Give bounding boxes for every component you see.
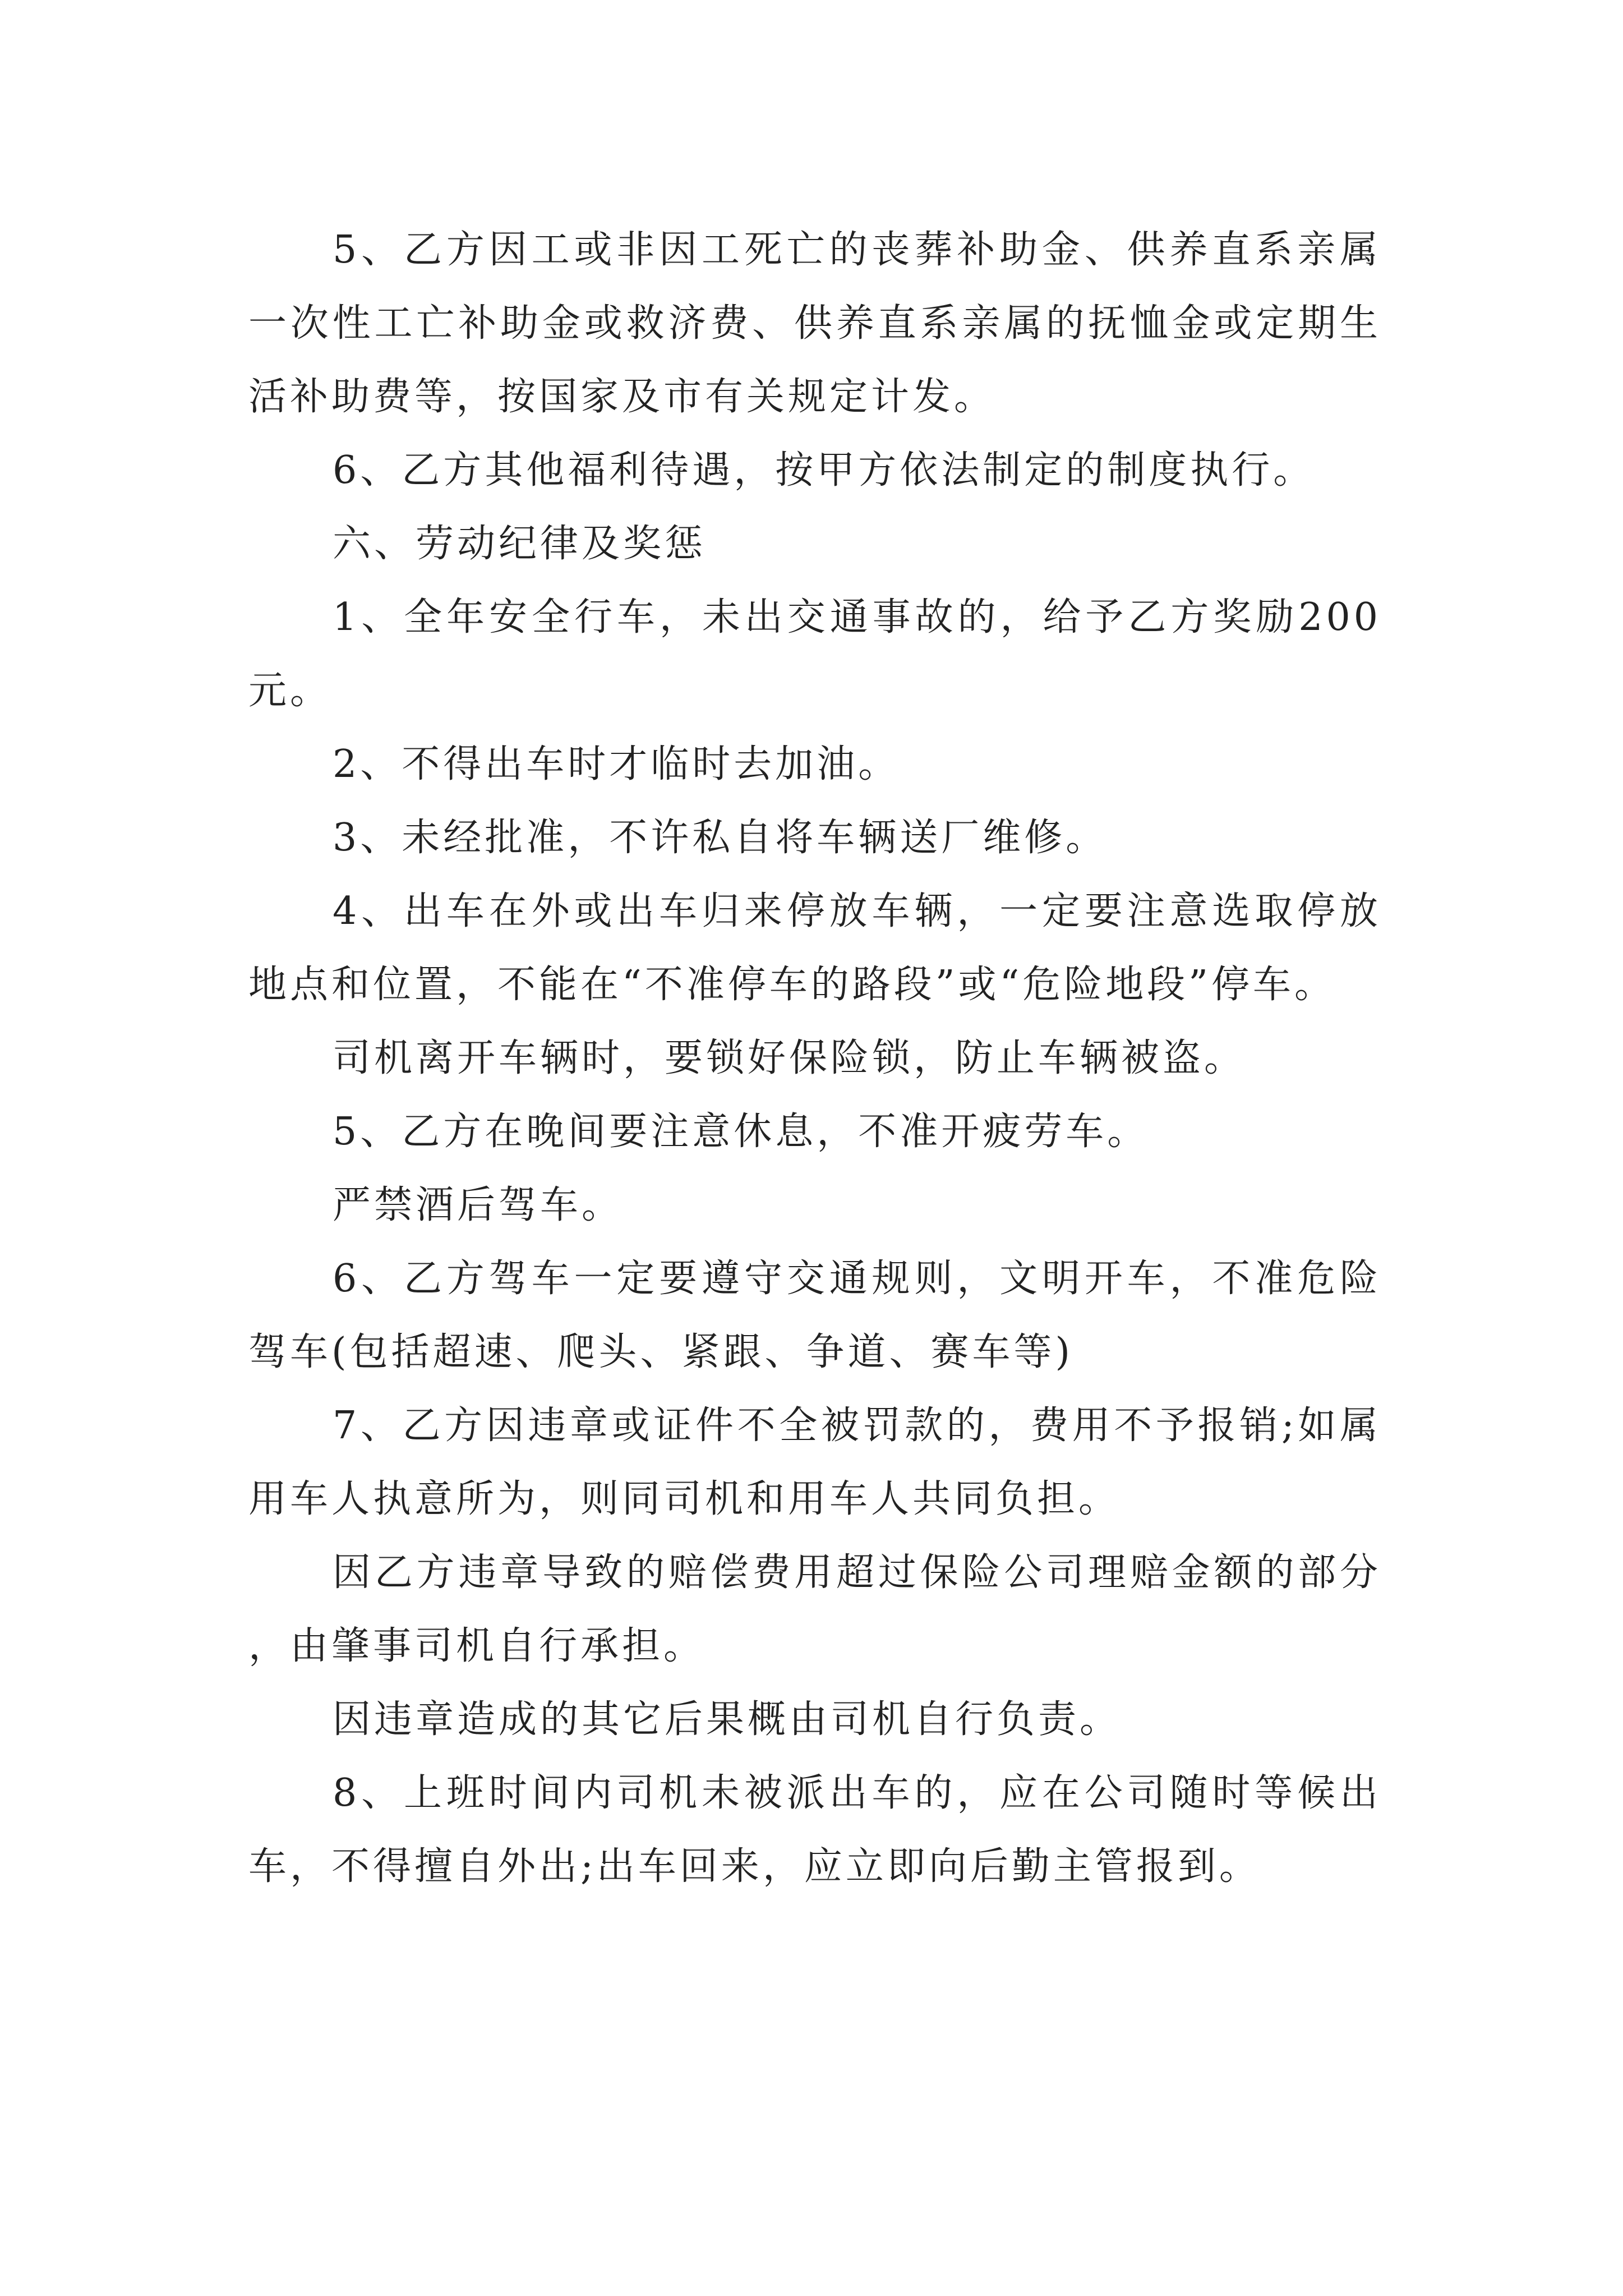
paragraph-funeral-subsidy: 5、乙方因工或非因工死亡的丧葬补助金、供养直系亲属一次性工亡补助金或救济费、供养直系亲属的抚恤金或定期生活补助费等，按国家及市有关规定计发。	[248, 228, 1381, 419]
paragraph-traffic-rules: 6、乙方驾车一定要遵守交通规则，文明开车，不准危险驾车(包括超速、爬头、紧跟、争道、赛车等)	[248, 1257, 1381, 1374]
paragraph-repair-rule: 3、未经批准，不许私自将车辆送厂维修。	[333, 816, 1108, 860]
paragraph-compensation-rule: 因乙方违章导致的赔偿费用超过保险公司理赔金额的部分，由肇事司机自行承担。	[248, 1550, 1381, 1668]
paragraph-standby-rule: 8、上班时间内司机未被派出车的，应在公司随时等候出车，不得擅自外出;出车回来，应立即向后勤主管报到。	[248, 1771, 1381, 1889]
paragraph-lock-rule: 司机离开车辆时，要锁好保险锁，防止车辆被盗。	[333, 1036, 1246, 1080]
paragraph-no-drunk-driving: 严禁酒后驾车。	[333, 1183, 624, 1227]
paragraph-parking-rule: 4、出车在外或出车归来停放车辆，一定要注意选取停放地点和位置，不能在“不准停车的路段”或“危险地段”停车。	[248, 889, 1381, 1007]
paragraph-fines-rule: 7、乙方因违章或证件不全被罚款的，费用不予报销;如属用车人执意所为，则同司机和用车人共同负担。	[248, 1404, 1381, 1521]
paragraph-safe-driving-reward: 1、全年安全行车，未出交通事故的，给予乙方奖励200元。	[248, 595, 1381, 713]
paragraph-rest-rule: 5、乙方在晚间要注意休息，不准开疲劳车。	[333, 1110, 1149, 1154]
paragraph-refuel-rule: 2、不得出车时才临时去加油。	[333, 742, 900, 786]
document-body	[248, 213, 1381, 1903]
section-heading-discipline: 六、劳动纪律及奖惩	[333, 522, 707, 566]
paragraph-other-benefits: 6、乙方其他福利待遇，按甲方依法制定的制度执行。	[333, 448, 1315, 493]
paragraph-consequences-rule: 因违章造成的其它后果概由司机自行负责。	[333, 1697, 1122, 1742]
